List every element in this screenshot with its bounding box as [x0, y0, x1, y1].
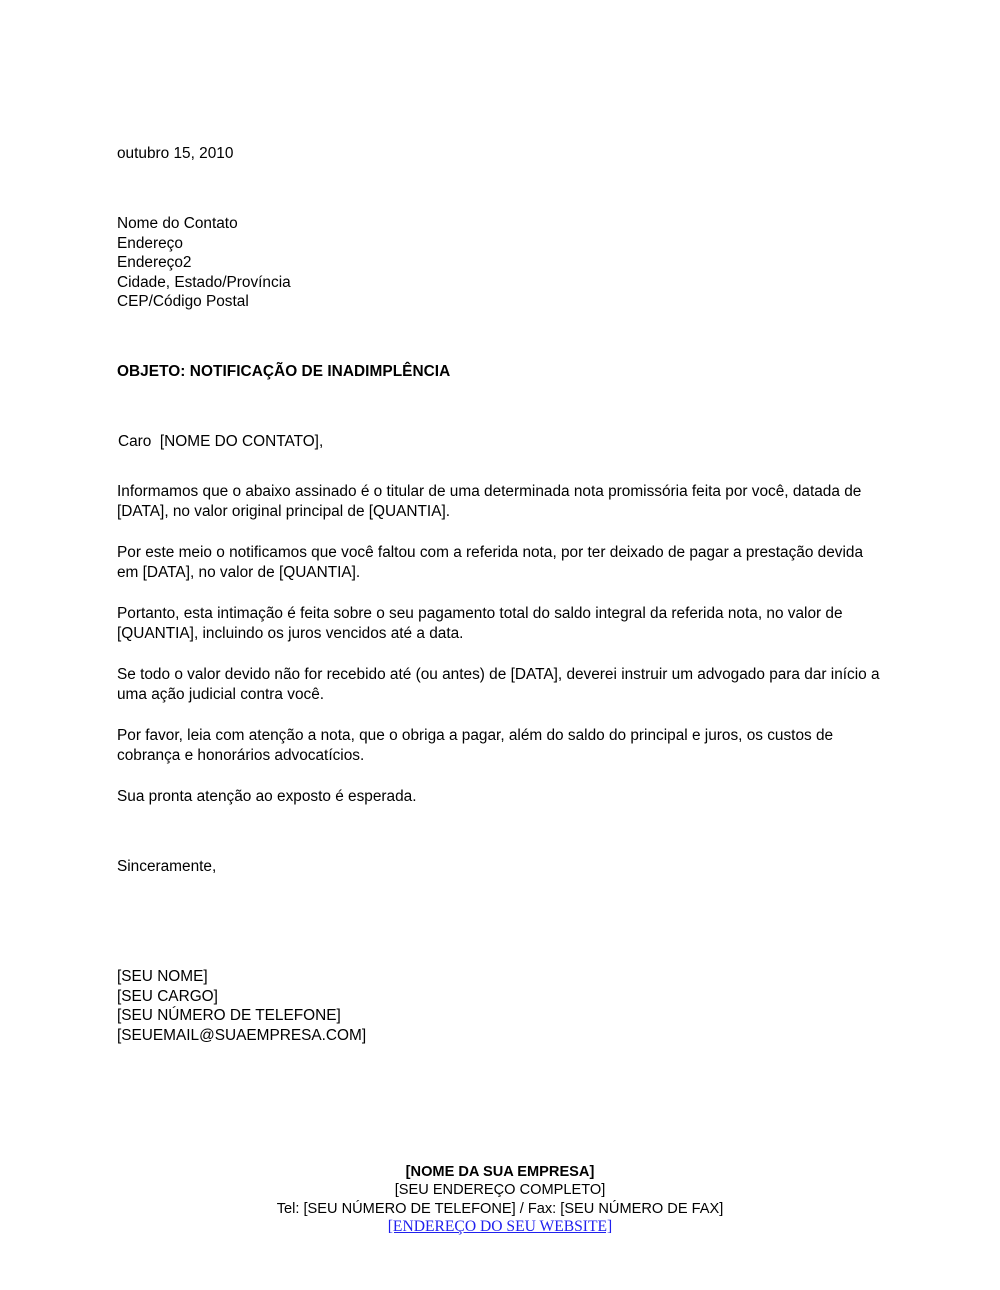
address-line: CEP/Código Postal — [117, 293, 249, 310]
spacer — [117, 402, 883, 422]
letter-date: outubro 15, 2010 — [117, 145, 234, 162]
spacer — [117, 204, 883, 214]
spacer — [117, 352, 883, 362]
signature-line: [SEU CARGO] — [117, 987, 218, 1005]
spacer — [117, 767, 883, 787]
spacer — [117, 877, 883, 897]
spacer — [117, 472, 883, 482]
body-paragraph: Se todo o valor devido não for recebido até (ou antes) de [DATA], deverei instruir um advogado para dar início a uma ação judicial contra você. — [117, 665, 880, 703]
address-line: Cidade, Estado/Província — [117, 273, 291, 291]
spacer — [117, 937, 883, 957]
spacer — [117, 312, 883, 332]
signature-line: [SEUEMAIL@SUAEMPRESA.COM] — [117, 1026, 367, 1044]
footer-address: [SEU ENDEREÇO COMPLETO] — [394, 1182, 606, 1199]
spacer — [117, 164, 883, 184]
letter-body — [117, 144, 883, 1045]
body-paragraph: Por favor, leia com atenção a nota, que o obriga a pagar, além do saldo do principal e juros, os custos de cobrança e honorários advocatícios. — [117, 726, 834, 764]
signature-line: [SEU NÚMERO DE TELEFONE] — [117, 1007, 341, 1024]
address-line: Endereço2 — [117, 254, 192, 271]
address-line: Endereço — [117, 234, 183, 252]
footer-company-name: [NOME DA SUA EMPRESA] — [405, 1164, 595, 1180]
body-paragraph: Por este meio o notificamos que você faltou com a referida nota, por ter deixado de pagar a prestação devida em [DATA], no valor de [QUANTIA]. — [117, 543, 864, 581]
subject-heading: OBJETO: NOTIFICAÇÃO DE INADIMPLÊNCIA — [117, 362, 451, 380]
spacer — [117, 332, 883, 352]
body-paragraph: Sua pronta atenção ao exposto é esperada. — [117, 787, 417, 805]
spacer — [117, 645, 883, 665]
signature-line: [SEU NOME] — [117, 968, 208, 985]
spacer — [117, 917, 883, 937]
spacer — [117, 422, 883, 432]
spacer — [117, 807, 883, 827]
spacer — [117, 957, 883, 967]
spacer — [117, 452, 883, 472]
footer-website-row — [0, 1218, 1000, 1237]
body-paragraph: Portanto, esta intimação é feita sobre o seu pagamento total do saldo integral da referida nota, no valor de [QUANTIA], incluindo os juros vencidos até a data. — [117, 604, 843, 642]
spacer — [117, 897, 883, 917]
spacer — [117, 184, 883, 204]
closing-line: Sinceramente, — [117, 858, 217, 875]
spacer — [117, 706, 883, 726]
website-link[interactable]: [ENDEREÇO DO SEU WEBSITE] — [387, 1218, 613, 1236]
spacer — [117, 847, 883, 857]
spacer — [117, 584, 883, 604]
signature-block — [117, 967, 883, 1045]
address-line: Nome do Contato — [117, 215, 238, 232]
body-paragraph: Informamos que o abaixo assinado é o titular de uma determinada nota promissória feita por você, datada de [DATA], no valor original principal de [QUANTIA]. — [117, 482, 862, 520]
spacer — [117, 827, 883, 847]
spacer — [117, 523, 883, 543]
recipient-address-block — [117, 214, 883, 312]
salutation: Caro [NOME DO CONTATO], — [118, 432, 324, 450]
footer-contact: Tel: [SEU NÚMERO DE TELEFONE] / Fax: [SEU NÚMERO DE FAX] — [276, 1200, 724, 1217]
page-footer — [0, 1163, 1000, 1237]
spacer — [117, 382, 883, 402]
